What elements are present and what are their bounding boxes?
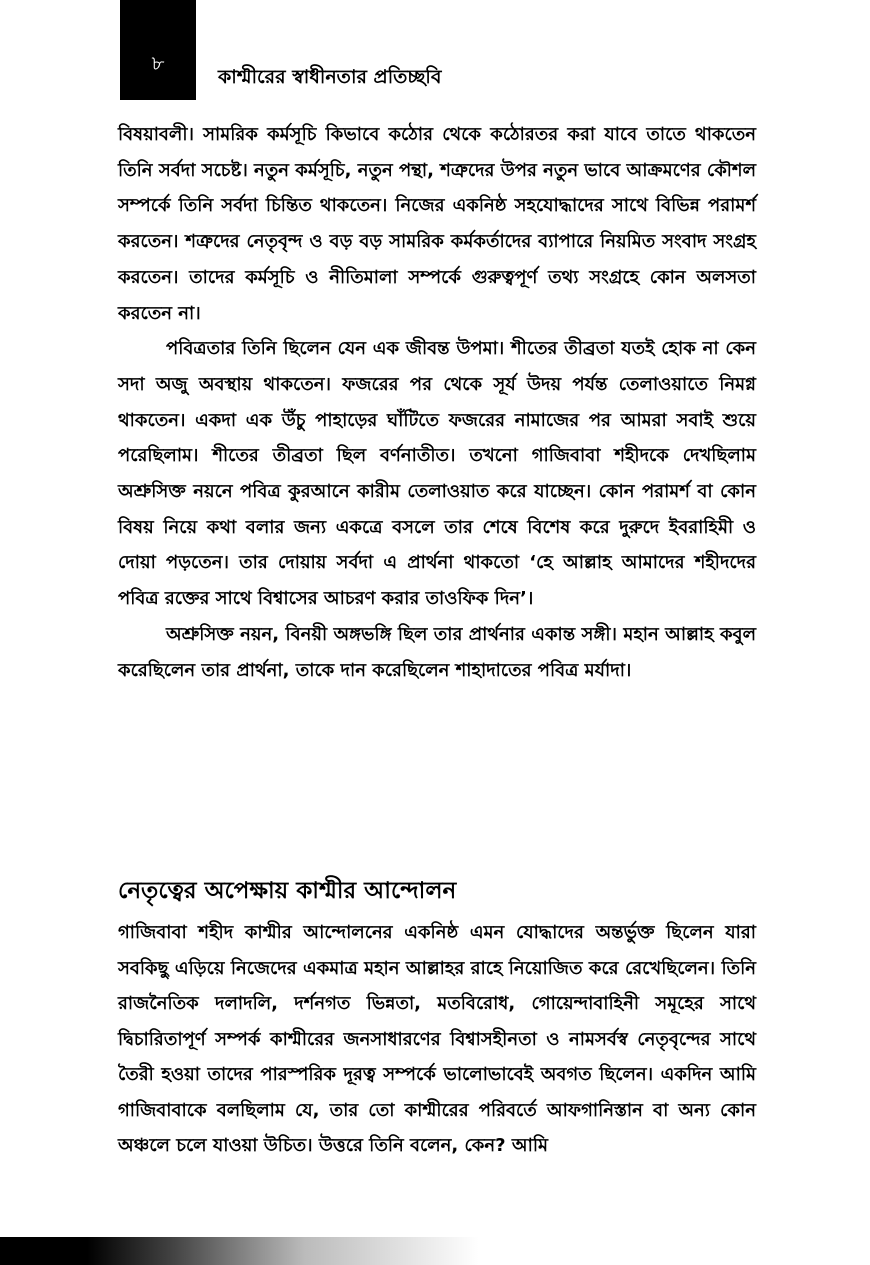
paragraph-3: অশ্রুসিক্ত নয়ন, বিনয়ী অঙ্গভঙ্গি ছিল তার প্রার্থনার একান্ত সঙ্গী। মহান আল্লাহ কবুল করেছিলেন তার প্রার্থনা, তাকে দান করেছিলেন শাহাদাতের পবিত্র মর্যাদা। (118, 623, 756, 681)
main-body-text (118, 117, 756, 688)
section-paragraph: গাজিবাবা শহীদ কাশ্মীর আন্দোলনের একনিষ্ঠ এমন যোদ্ধাদের অন্তর্ভুক্ত ছিলেন যারা সবকিছু এড়িয়ে নিজেদের একমাত্র মহান আল্লাহর রাহে নিয়োজিত করে রেখেছিলেন। তিনি রাজনৈতিক দলাদলি, দর্শনগত ভিন্নতা, মতবিরোধ, গোয়েন্দাবাহিনী সমূহের সাথে দ্বিচারিতাপূর্ণ সম্পর্ক কাশ্মীরের জনসাধারণের বিশ্বাসহীনতা ও নামসর্বস্ব নেতৃবৃন্দের সাথে তৈরী হওয়া তাদের পারস্পরিক দূরত্ব সম্পর্কে ভালোভাবেই অবগত ছিলেন। একদিন আমি গাজিবাবাকে বলছিলাম যে, তার তো কাশ্মীরের পরিবর্তে আফগানিস্তান বা অন্য কোন অঞ্চলে চলে যাওয়া উচিত। উত্তরে তিনি বলেন, কেন? আমি (118, 922, 756, 1156)
paragraph-2: পবিত্রতার তিনি ছিলেন যেন এক জীবন্ত উপমা। শীতের তীব্রতা যতই হোক না কেন সদা অজু অবস্থায় থাকতেন। ফজরের পর থেকে সূর্য উদয় পর্যন্ত তেলাওয়াতে নিমগ্ন থাকতেন। একদা এক উঁচু পাহাড়ের ঘাঁটিতে ফজরের নামাজের পর আমরা সবাই শুয়ে পরেছিলাম। শীতের তীব্রতা ছিল বর্ণনাতীত। তখনো গাজিবাবা শহীদকে দেখছিলাম অশ্রুসিক্ত নয়নে পবিত্র কুরআনে কারীম তেলাওয়াত করে যাচ্ছেন। কোন পরামর্শ বা কোন বিষয় নিয়ে কথা বলার জন্য একত্রে বসলে তার শেষে বিশেষ করে দুরুদে ইবরাহিমী ও দোয়া পড়তেন। তার দোয়ায় সর্বদা এ প্রার্থনা থাকতো ‘হে আল্লাহ আমাদের শহীদদের পবিত্র রক্তের সাথে বিশ্বাসের আচরণ করার তাওফিক দিন’। (118, 338, 756, 610)
paragraph-1: বিষয়াবলী। সামরিক কর্মসূচি কিভাবে কঠোর থেকে কঠোরতর করা যাবে তাতে থাকতেন তিনি সর্বদা সচেষ্ট। নতুন কর্মসূচি, নতুন পন্থা, শত্রুদের উপর নতুন ভাবে আক্রমণের কৌশল সম্পর্কে তিনি সর্বদা চিন্তিত থাকতেন। নিজের একনিষ্ঠ সহযোদ্ধাদের সাথে বিভিন্ন পরামর্শ করতেন। শত্রুদের নেতৃবৃন্দ ও বড় বড় সামরিক কর্মকর্তাদের ব্যাপারে নিয়মিত সংবাদ সংগ্রহ করতেন। তাদের কর্মসূচি ও নীতিমালা সম্পর্কে গুরুত্বপূর্ণ তথ্য সংগ্রহে কোন অলসতা করতেন না। (118, 124, 756, 324)
running-header-title: কাশ্মীরের স্বাধীনতার প্রতিচ্ছবি (218, 66, 442, 88)
section-body-text (118, 915, 756, 1164)
page-number: ৮ (151, 51, 165, 75)
page-number-box (120, 0, 196, 100)
section-heading: নেতৃত্বের অপেক্ষায় কাশ্মীর আন্দোলন (118, 878, 457, 904)
footer-gradient-bar (0, 1237, 870, 1265)
